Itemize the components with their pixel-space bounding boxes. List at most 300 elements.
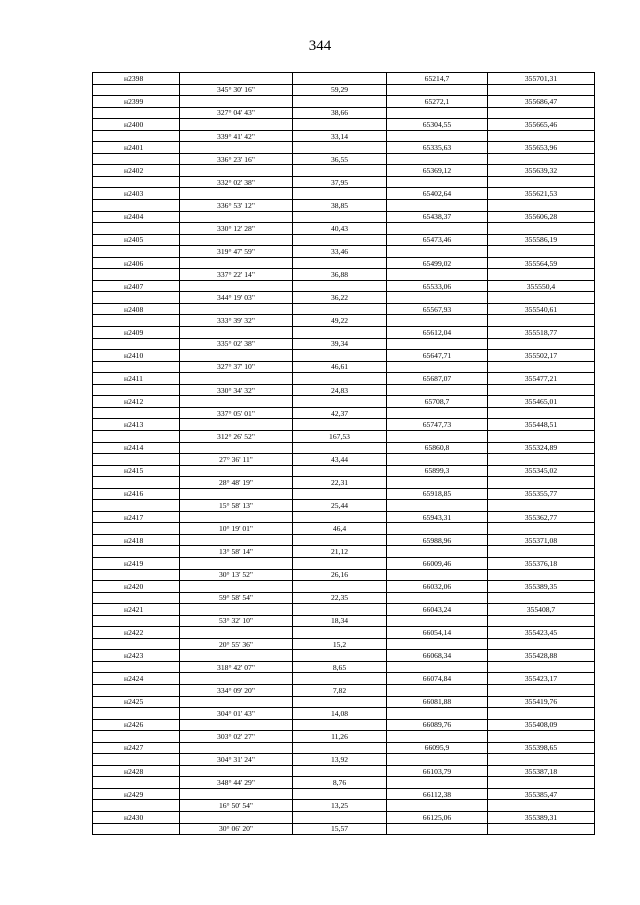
empty-cell	[488, 315, 595, 327]
angle-cell: 335° 02' 38"	[180, 338, 293, 350]
empty-cell	[387, 500, 488, 512]
empty-cell	[387, 176, 488, 188]
empty-cell	[93, 477, 180, 489]
empty-cell	[488, 246, 595, 258]
angle-cell: 15° 58' 13"	[180, 500, 293, 512]
length-cell: 13,92	[293, 754, 387, 766]
point-name-cell: н2419	[93, 557, 180, 569]
x-coordinate-cell: 65214,7	[387, 73, 488, 85]
angle-cell: 304° 01' 43"	[180, 708, 293, 720]
length-cell: 18,34	[293, 615, 387, 627]
empty-cell	[387, 800, 488, 812]
x-coordinate-cell: 65533,06	[387, 280, 488, 292]
y-coordinate-cell: 355355,77	[488, 488, 595, 500]
segment-row	[93, 592, 595, 604]
empty-cell	[180, 96, 293, 108]
empty-cell	[180, 650, 293, 662]
angle-cell: 304° 31' 24"	[180, 754, 293, 766]
point-row	[93, 812, 595, 824]
empty-cell	[387, 592, 488, 604]
x-coordinate-cell: 65473,46	[387, 234, 488, 246]
angle-cell: 20° 55' 36"	[180, 638, 293, 650]
point-name-cell: н2422	[93, 627, 180, 639]
empty-cell	[293, 442, 387, 454]
y-coordinate-cell: 355502,17	[488, 350, 595, 362]
y-coordinate-cell: 355564,59	[488, 257, 595, 269]
point-row	[93, 165, 595, 177]
length-cell: 13,25	[293, 800, 387, 812]
point-name-cell: н2410	[93, 350, 180, 362]
segment-row	[93, 246, 595, 258]
empty-cell	[93, 200, 180, 212]
x-coordinate-cell: 65335,63	[387, 142, 488, 154]
empty-cell	[293, 488, 387, 500]
length-cell: 49,22	[293, 315, 387, 327]
x-coordinate-cell: 65369,12	[387, 165, 488, 177]
angle-cell: 345° 30' 16"	[180, 84, 293, 96]
segment-row	[93, 130, 595, 142]
empty-cell	[180, 765, 293, 777]
empty-cell	[93, 361, 180, 373]
empty-cell	[488, 638, 595, 650]
segment-row	[93, 269, 595, 281]
empty-cell	[488, 731, 595, 743]
segment-row	[93, 731, 595, 743]
segment-row	[93, 569, 595, 581]
point-row	[93, 511, 595, 523]
empty-cell	[488, 800, 595, 812]
point-name-cell: н2417	[93, 511, 180, 523]
empty-cell	[93, 592, 180, 604]
empty-cell	[180, 581, 293, 593]
segment-row	[93, 315, 595, 327]
empty-cell	[93, 708, 180, 720]
empty-cell	[93, 823, 180, 835]
segment-row	[93, 153, 595, 165]
length-cell: 39,34	[293, 338, 387, 350]
x-coordinate-cell: 66103,79	[387, 765, 488, 777]
empty-cell	[387, 361, 488, 373]
x-coordinate-cell: 65988,96	[387, 534, 488, 546]
empty-cell	[180, 534, 293, 546]
point-row	[93, 788, 595, 800]
empty-cell	[293, 350, 387, 362]
empty-cell	[387, 153, 488, 165]
point-row	[93, 465, 595, 477]
empty-cell	[387, 638, 488, 650]
empty-cell	[93, 223, 180, 235]
empty-cell	[93, 384, 180, 396]
point-row	[93, 442, 595, 454]
empty-cell	[387, 777, 488, 789]
y-coordinate-cell: 355376,18	[488, 557, 595, 569]
empty-cell	[293, 627, 387, 639]
empty-cell	[488, 130, 595, 142]
empty-cell	[293, 788, 387, 800]
angle-cell: 334° 09' 20"	[180, 684, 293, 696]
point-name-cell: н2400	[93, 119, 180, 131]
empty-cell	[180, 719, 293, 731]
empty-cell	[488, 269, 595, 281]
point-name-cell: н2409	[93, 327, 180, 339]
point-name-cell: н2413	[93, 419, 180, 431]
point-row	[93, 627, 595, 639]
empty-cell	[293, 511, 387, 523]
empty-cell	[293, 327, 387, 339]
y-coordinate-cell: 355550,4	[488, 280, 595, 292]
point-row	[93, 142, 595, 154]
length-cell: 22,31	[293, 477, 387, 489]
empty-cell	[180, 742, 293, 754]
angle-cell: 10° 19' 01"	[180, 523, 293, 535]
x-coordinate-cell: 65567,93	[387, 303, 488, 315]
point-name-cell: н2399	[93, 96, 180, 108]
empty-cell	[93, 338, 180, 350]
empty-cell	[387, 569, 488, 581]
length-cell: 40,43	[293, 223, 387, 235]
x-coordinate-cell: 65499,02	[387, 257, 488, 269]
empty-cell	[180, 419, 293, 431]
point-name-cell: н2428	[93, 765, 180, 777]
empty-cell	[488, 823, 595, 835]
angle-cell: 319° 47' 59"	[180, 246, 293, 258]
point-name-cell: н2426	[93, 719, 180, 731]
segment-row	[93, 430, 595, 442]
empty-cell	[488, 754, 595, 766]
empty-cell	[180, 396, 293, 408]
point-name-cell: н2403	[93, 188, 180, 200]
empty-cell	[488, 523, 595, 535]
length-cell: 8,76	[293, 777, 387, 789]
y-coordinate-cell: 355385,47	[488, 788, 595, 800]
empty-cell	[387, 269, 488, 281]
angle-cell: 336° 23' 16"	[180, 153, 293, 165]
segment-row	[93, 800, 595, 812]
segment-row	[93, 454, 595, 466]
point-row	[93, 327, 595, 339]
length-cell: 15,2	[293, 638, 387, 650]
x-coordinate-cell: 66074,84	[387, 673, 488, 685]
empty-cell	[180, 257, 293, 269]
y-coordinate-cell: 355423,45	[488, 627, 595, 639]
empty-cell	[93, 684, 180, 696]
empty-cell	[293, 142, 387, 154]
segment-row	[93, 638, 595, 650]
x-coordinate-cell: 66095,9	[387, 742, 488, 754]
y-coordinate-cell: 355345,02	[488, 465, 595, 477]
empty-cell	[293, 534, 387, 546]
x-coordinate-cell: 66043,24	[387, 604, 488, 616]
x-coordinate-cell: 66054,14	[387, 627, 488, 639]
empty-cell	[93, 754, 180, 766]
empty-cell	[293, 96, 387, 108]
angle-cell: 53° 32' 10"	[180, 615, 293, 627]
point-row	[93, 350, 595, 362]
point-name-cell: н2427	[93, 742, 180, 754]
empty-cell	[293, 765, 387, 777]
x-coordinate-cell: 65402,64	[387, 188, 488, 200]
empty-cell	[293, 812, 387, 824]
empty-cell	[180, 188, 293, 200]
empty-cell	[293, 188, 387, 200]
segment-row	[93, 384, 595, 396]
point-row	[93, 742, 595, 754]
point-row	[93, 765, 595, 777]
empty-cell	[93, 130, 180, 142]
empty-cell	[180, 373, 293, 385]
angle-cell: 337° 22' 14"	[180, 269, 293, 281]
length-cell: 26,16	[293, 569, 387, 581]
segment-row	[93, 107, 595, 119]
y-coordinate-cell: 355653,96	[488, 142, 595, 154]
y-coordinate-cell: 355389,31	[488, 812, 595, 824]
length-cell: 167,53	[293, 430, 387, 442]
segment-row	[93, 523, 595, 535]
empty-cell	[293, 581, 387, 593]
point-row	[93, 719, 595, 731]
empty-cell	[93, 546, 180, 558]
segment-row	[93, 361, 595, 373]
empty-cell	[93, 153, 180, 165]
angle-cell: 30° 13' 52"	[180, 569, 293, 581]
angle-cell: 330° 12' 28"	[180, 223, 293, 235]
point-row	[93, 303, 595, 315]
y-coordinate-cell: 355518,77	[488, 327, 595, 339]
empty-cell	[93, 315, 180, 327]
empty-cell	[488, 292, 595, 304]
length-cell: 24,83	[293, 384, 387, 396]
y-coordinate-cell: 355448,51	[488, 419, 595, 431]
length-cell: 7,82	[293, 684, 387, 696]
empty-cell	[488, 615, 595, 627]
empty-cell	[488, 500, 595, 512]
point-row	[93, 257, 595, 269]
empty-cell	[93, 731, 180, 743]
empty-cell	[488, 176, 595, 188]
angle-cell: 348° 44' 29"	[180, 777, 293, 789]
point-row	[93, 211, 595, 223]
empty-cell	[93, 800, 180, 812]
angle-cell: 30° 06' 20"	[180, 823, 293, 835]
point-row	[93, 73, 595, 85]
empty-cell	[488, 684, 595, 696]
angle-cell: 27° 36' 11"	[180, 454, 293, 466]
empty-cell	[180, 488, 293, 500]
angle-cell: 303° 02' 27"	[180, 731, 293, 743]
angle-cell: 318° 42' 07"	[180, 661, 293, 673]
page-number: 344	[308, 38, 332, 54]
x-coordinate-cell: 65438,37	[387, 211, 488, 223]
empty-cell	[488, 546, 595, 558]
point-name-cell: н2411	[93, 373, 180, 385]
point-row	[93, 373, 595, 385]
y-coordinate-cell: 355423,17	[488, 673, 595, 685]
empty-cell	[488, 384, 595, 396]
empty-cell	[293, 165, 387, 177]
empty-cell	[387, 430, 488, 442]
empty-cell	[293, 211, 387, 223]
point-name-cell: н2420	[93, 581, 180, 593]
point-name-cell: н2398	[93, 73, 180, 85]
point-name-cell: н2401	[93, 142, 180, 154]
angle-cell: 327° 04' 43"	[180, 107, 293, 119]
length-cell: 46,4	[293, 523, 387, 535]
length-cell: 21,12	[293, 546, 387, 558]
y-coordinate-cell: 355586,19	[488, 234, 595, 246]
length-cell: 46,61	[293, 361, 387, 373]
empty-cell	[488, 361, 595, 373]
angle-cell: 16° 50' 54"	[180, 800, 293, 812]
empty-cell	[293, 650, 387, 662]
angle-cell: 28° 48' 19"	[180, 477, 293, 489]
angle-cell: 327° 37' 10"	[180, 361, 293, 373]
empty-cell	[93, 454, 180, 466]
length-cell: 36,22	[293, 292, 387, 304]
x-coordinate-cell: 66081,88	[387, 696, 488, 708]
x-coordinate-cell: 65747,73	[387, 419, 488, 431]
point-name-cell: н2415	[93, 465, 180, 477]
point-row	[93, 650, 595, 662]
empty-cell	[387, 200, 488, 212]
point-row	[93, 581, 595, 593]
empty-cell	[93, 292, 180, 304]
x-coordinate-cell: 65943,31	[387, 511, 488, 523]
y-coordinate-cell: 355621,53	[488, 188, 595, 200]
point-name-cell: н2429	[93, 788, 180, 800]
empty-cell	[93, 615, 180, 627]
segment-row	[93, 477, 595, 489]
empty-cell	[180, 280, 293, 292]
empty-cell	[293, 719, 387, 731]
point-name-cell: н2406	[93, 257, 180, 269]
empty-cell	[488, 569, 595, 581]
length-cell: 8,65	[293, 661, 387, 673]
y-coordinate-cell: 355398,65	[488, 742, 595, 754]
length-cell: 25,44	[293, 500, 387, 512]
angle-cell: 332° 02' 38"	[180, 176, 293, 188]
x-coordinate-cell: 65304,55	[387, 119, 488, 131]
x-coordinate-cell: 65708,7	[387, 396, 488, 408]
y-coordinate-cell: 355639,32	[488, 165, 595, 177]
point-row	[93, 534, 595, 546]
x-coordinate-cell: 65860,8	[387, 442, 488, 454]
segment-row	[93, 84, 595, 96]
empty-cell	[387, 661, 488, 673]
empty-cell	[387, 315, 488, 327]
point-row	[93, 188, 595, 200]
point-name-cell: н2412	[93, 396, 180, 408]
coordinates-table	[92, 72, 595, 835]
empty-cell	[387, 384, 488, 396]
empty-cell	[293, 373, 387, 385]
segment-row	[93, 176, 595, 188]
point-row	[93, 557, 595, 569]
empty-cell	[293, 119, 387, 131]
empty-cell	[387, 546, 488, 558]
empty-cell	[93, 246, 180, 258]
x-coordinate-cell: 66068,34	[387, 650, 488, 662]
empty-cell	[387, 407, 488, 419]
empty-cell	[180, 604, 293, 616]
empty-cell	[293, 604, 387, 616]
empty-cell	[293, 557, 387, 569]
y-coordinate-cell: 355362,77	[488, 511, 595, 523]
empty-cell	[488, 592, 595, 604]
empty-cell	[93, 407, 180, 419]
empty-cell	[387, 684, 488, 696]
empty-cell	[180, 327, 293, 339]
segment-row	[93, 546, 595, 558]
empty-cell	[488, 708, 595, 720]
length-cell: 36,88	[293, 269, 387, 281]
y-coordinate-cell: 355665,46	[488, 119, 595, 131]
x-coordinate-cell: 65612,04	[387, 327, 488, 339]
point-name-cell: н2416	[93, 488, 180, 500]
empty-cell	[180, 511, 293, 523]
length-cell: 38,85	[293, 200, 387, 212]
length-cell: 11,26	[293, 731, 387, 743]
empty-cell	[387, 246, 488, 258]
empty-cell	[488, 407, 595, 419]
empty-cell	[387, 615, 488, 627]
point-row	[93, 96, 595, 108]
empty-cell	[293, 396, 387, 408]
angle-cell: 13° 58' 14"	[180, 546, 293, 558]
point-name-cell: н2408	[93, 303, 180, 315]
empty-cell	[93, 430, 180, 442]
empty-cell	[387, 292, 488, 304]
angle-cell: 59° 58' 54"	[180, 592, 293, 604]
x-coordinate-cell: 66125,06	[387, 812, 488, 824]
length-cell: 33,14	[293, 130, 387, 142]
empty-cell	[293, 673, 387, 685]
empty-cell	[93, 638, 180, 650]
angle-cell: 312° 26' 52"	[180, 430, 293, 442]
empty-cell	[180, 350, 293, 362]
point-name-cell: н2402	[93, 165, 180, 177]
empty-cell	[180, 119, 293, 131]
empty-cell	[93, 84, 180, 96]
empty-cell	[488, 777, 595, 789]
y-coordinate-cell: 355465,01	[488, 396, 595, 408]
empty-cell	[488, 107, 595, 119]
length-cell: 59,29	[293, 84, 387, 96]
y-coordinate-cell: 355324,89	[488, 442, 595, 454]
x-coordinate-cell: 65647,71	[387, 350, 488, 362]
point-name-cell: н2414	[93, 442, 180, 454]
y-coordinate-cell: 355387,18	[488, 765, 595, 777]
segment-row	[93, 777, 595, 789]
empty-cell	[488, 223, 595, 235]
point-row	[93, 234, 595, 246]
length-cell: 22,35	[293, 592, 387, 604]
y-coordinate-cell: 355701,31	[488, 73, 595, 85]
segment-row	[93, 292, 595, 304]
length-cell: 15,57	[293, 823, 387, 835]
empty-cell	[488, 430, 595, 442]
angle-cell: 337° 05' 01"	[180, 407, 293, 419]
segment-row	[93, 708, 595, 720]
segment-row	[93, 200, 595, 212]
x-coordinate-cell: 65918,85	[387, 488, 488, 500]
y-coordinate-cell: 355606,28	[488, 211, 595, 223]
y-coordinate-cell: 355389,35	[488, 581, 595, 593]
point-name-cell: н2421	[93, 604, 180, 616]
length-cell: 42,37	[293, 407, 387, 419]
empty-cell	[180, 234, 293, 246]
empty-cell	[488, 338, 595, 350]
empty-cell	[488, 661, 595, 673]
